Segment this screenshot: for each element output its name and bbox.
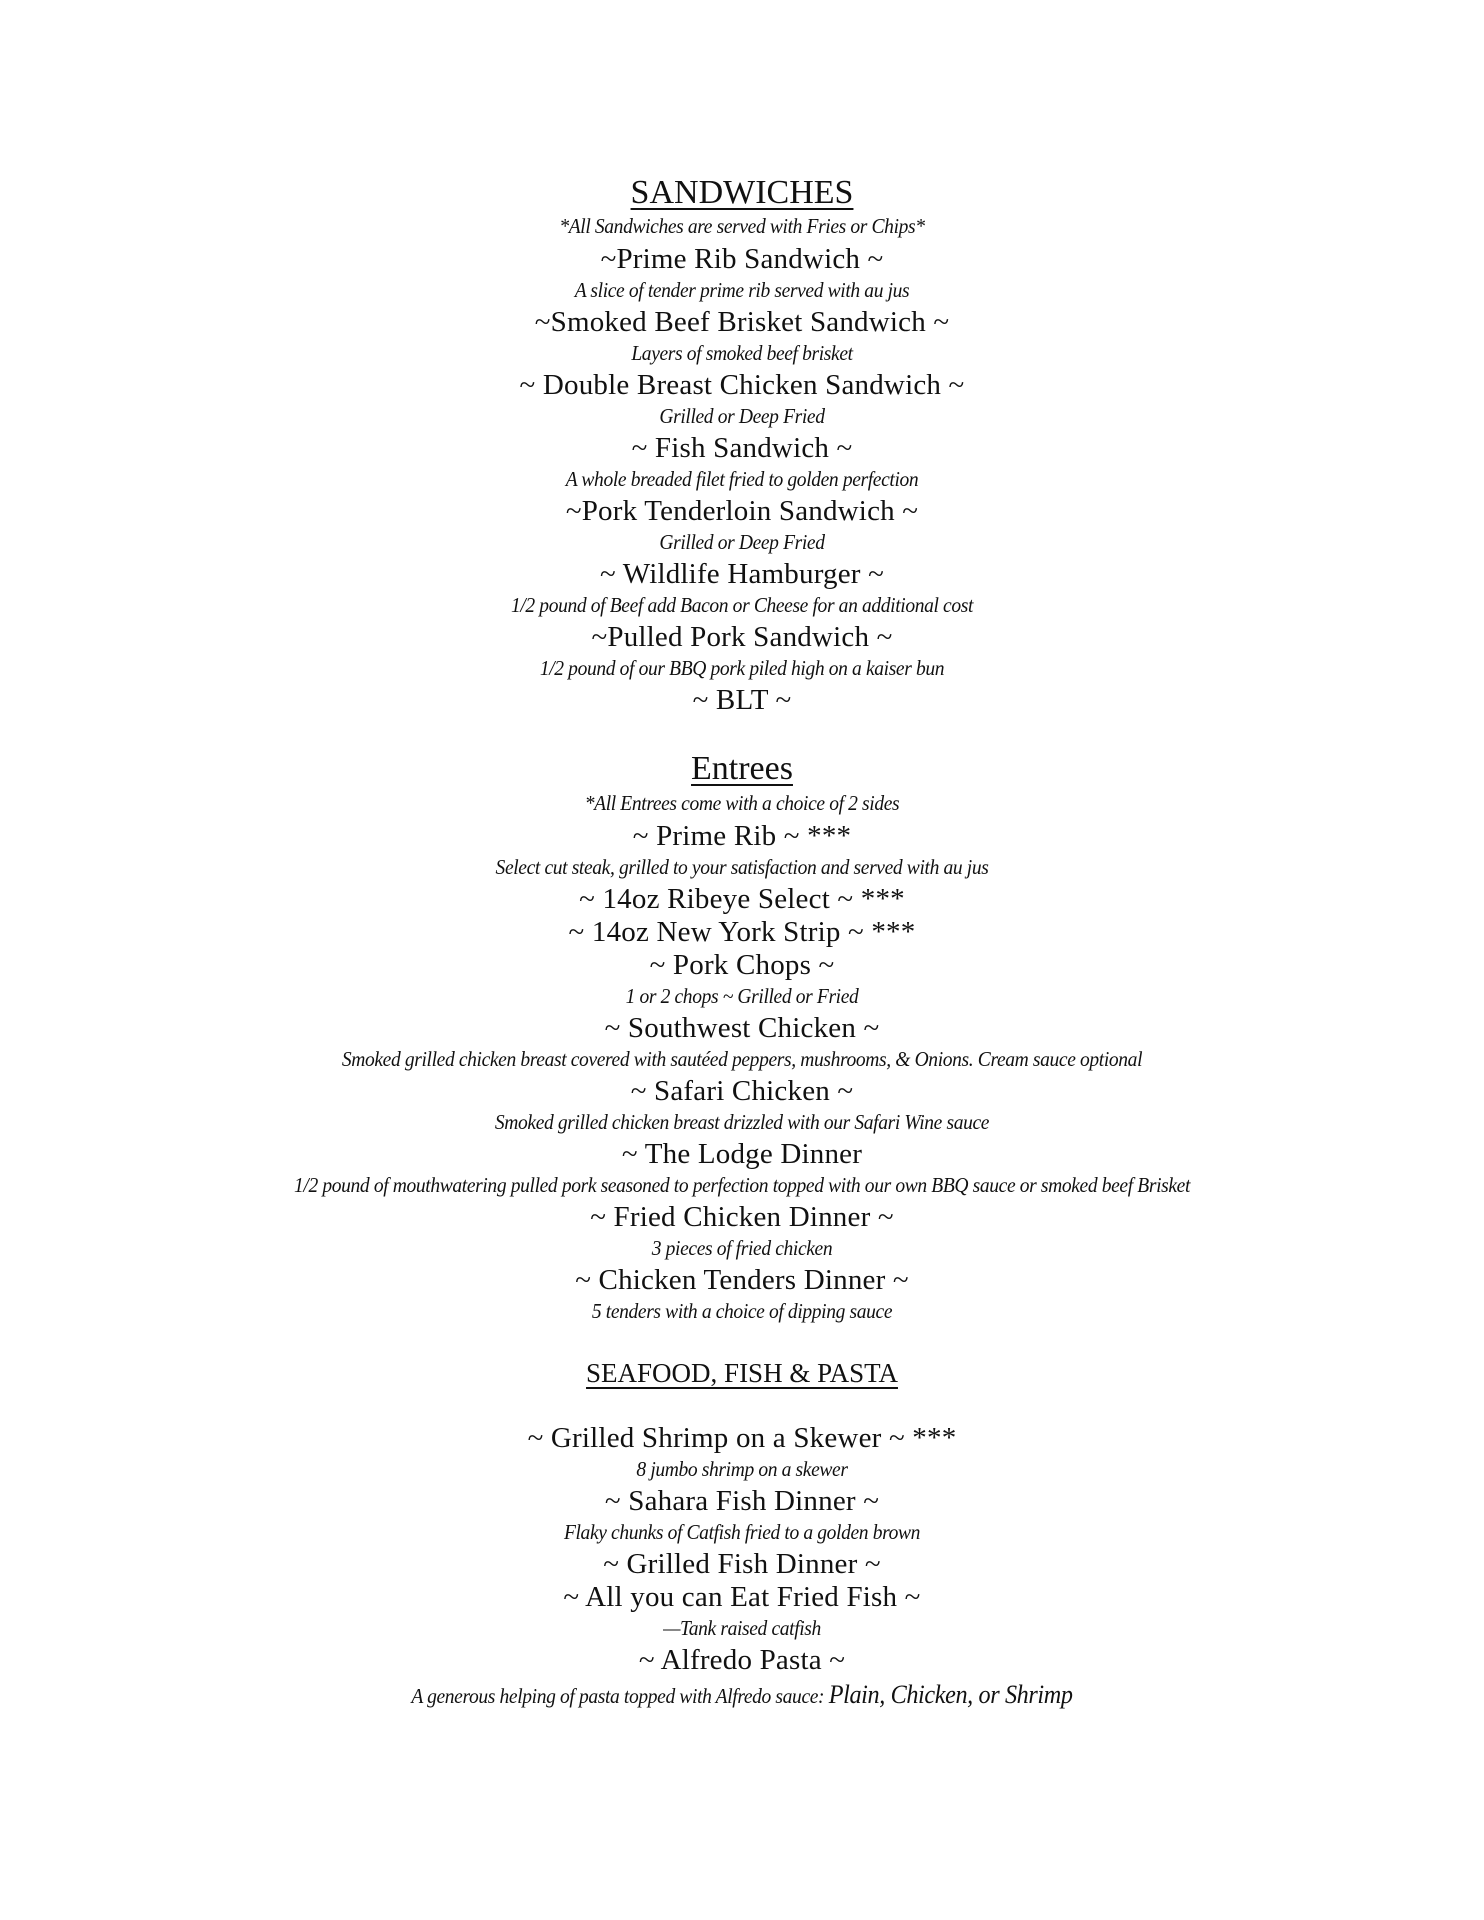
sandwiches-note: *All Sandwiches are served with Fries or Chips* — [559, 214, 925, 238]
menu-item-description: Flaky chunks of Catfish fried to a golden brown — [563, 1520, 921, 1544]
menu-item-name: ~ Fish Sandwich ~ — [631, 432, 853, 464]
menu-item-description: Smoked grilled chicken breast drizzled with our Safari Wine sauce — [494, 1110, 990, 1134]
menu-item-description: Select cut steak, grilled to your satisfaction and served with au jus — [495, 855, 989, 879]
menu-item-name: ~Pork Tenderloin Sandwich ~ — [565, 495, 919, 527]
menu-item-name: ~ All you can Eat Fried Fish ~ — [563, 1581, 921, 1613]
menu-item-name: ~ Pork Chops ~ — [649, 949, 835, 981]
menu-item-description: —Tank raised catfish — [663, 1616, 821, 1640]
menu-item-name: ~ Sahara Fish Dinner ~ — [604, 1485, 880, 1517]
seafood-heading: SEAFOOD, FISH & PASTA — [586, 1358, 898, 1388]
menu-item-description: A whole breaded filet fried to golden perfection — [565, 467, 919, 491]
menu-item-name: ~ Safari Chicken ~ — [630, 1075, 854, 1107]
menu-item-name: ~ Prime Rib ~ *** — [632, 820, 852, 852]
entrees-note: *All Entrees come with a choice of 2 sides — [584, 791, 900, 815]
menu-item-description: Grilled or Deep Fried — [659, 404, 825, 428]
menu-item-name: ~ Chicken Tenders Dinner ~ — [575, 1264, 909, 1296]
entrees-heading: Entrees — [691, 750, 793, 787]
menu-item-description: 3 pieces of fried chicken — [651, 1236, 833, 1260]
menu-item-description: Smoked grilled chicken breast covered with sautéed peppers, mushrooms, & Onions. Cream sauce optional — [341, 1047, 1143, 1071]
menu-item-name: ~ Alfredo Pasta ~ — [638, 1644, 846, 1676]
menu-item-name: ~Pulled Pork Sandwich ~ — [591, 621, 893, 653]
sandwiches-heading: SANDWICHES — [630, 174, 854, 211]
menu-item-description: 1 or 2 chops ~ Grilled or Fried — [625, 984, 859, 1008]
menu-item-name: ~ Grilled Fish Dinner ~ — [603, 1548, 881, 1580]
menu-item-name: ~ Grilled Shrimp on a Skewer ~ *** — [527, 1422, 957, 1454]
menu-item-name: ~Smoked Beef Brisket Sandwich ~ — [534, 306, 950, 338]
menu-item-description: Layers of smoked beef brisket — [631, 341, 853, 365]
menu-item-name: ~ Fried Chicken Dinner ~ — [590, 1201, 894, 1233]
menu-item-description: Grilled or Deep Fried — [659, 530, 825, 554]
menu-item-name: ~ Wildlife Hamburger ~ — [599, 558, 884, 590]
menu-item-description: A slice of tender prime rib served with au jus — [574, 278, 910, 302]
menu-item-name: ~ BLT ~ — [692, 684, 792, 716]
menu-item-name: ~ 14oz Ribeye Select ~ *** — [579, 883, 905, 915]
menu-item-description: 1/2 pound of mouthwatering pulled pork seasoned to perfection topped with our own BBQ sauce or smoked beef Brisket — [294, 1173, 1190, 1197]
menu-item-name: ~ Double Breast Chicken Sandwich ~ — [519, 369, 965, 401]
menu-item-name: ~ The Lodge Dinner — [621, 1138, 863, 1170]
menu-item-description — [52, 1682, 1432, 1708]
menu-item-name: ~ 14oz New York Strip ~ *** — [568, 916, 916, 948]
menu-item-description: 1/2 pound of our BBQ pork piled high on a kaiser bun — [539, 656, 945, 680]
alfredo-options: Plain, Chicken, or Shrimp — [828, 1680, 1073, 1709]
menu-item-description: 5 tenders with a choice of dipping sauce — [591, 1299, 893, 1323]
menu-item-description: 1/2 pound of Beef add Bacon or Cheese for an additional cost — [510, 593, 974, 617]
alfredo-description: A generous helping of pasta topped with Alfredo sauce: — [411, 1684, 829, 1708]
menu-item-description: 8 jumbo shrimp on a skewer — [636, 1457, 848, 1481]
menu-item-name: ~ Southwest Chicken ~ — [604, 1012, 880, 1044]
menu-item-name: ~Prime Rib Sandwich ~ — [600, 243, 884, 275]
